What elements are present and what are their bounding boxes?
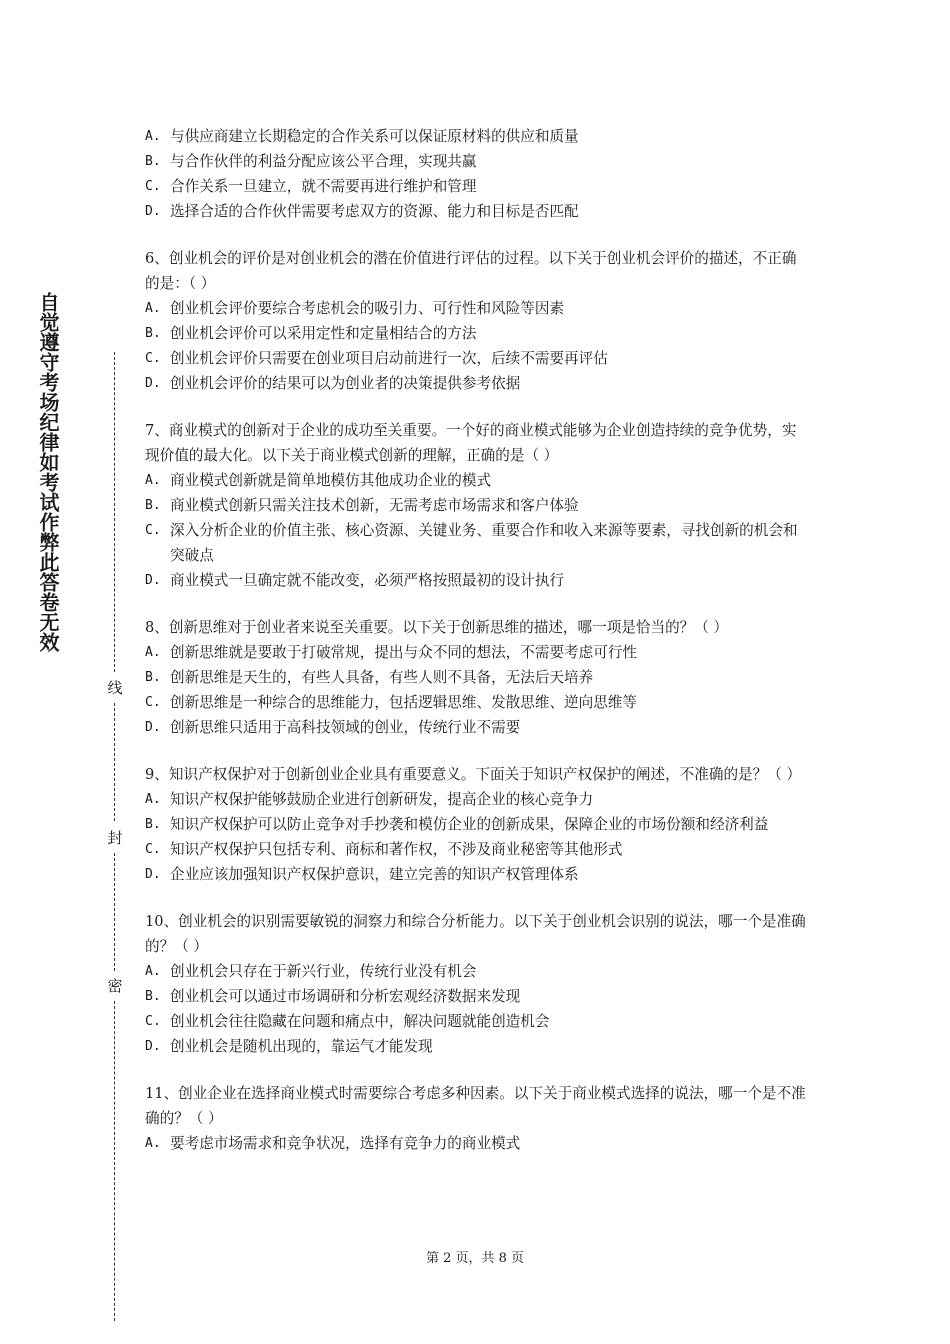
answer-option bbox=[145, 715, 810, 740]
answer-option bbox=[145, 174, 810, 199]
answer-option bbox=[145, 984, 810, 1009]
answer-option bbox=[145, 321, 810, 346]
option-text: 创新思维是一种综合的思维能力，包括逻辑思维、发散思维、逆向思维等 bbox=[170, 694, 638, 711]
option-text: 创业机会评价的结果可以为创业者的决策提供参考依据 bbox=[170, 375, 521, 392]
question-stem: 7、商业模式的创新对于企业的成功至关重要。一个好的商业模式能够为企业创造持续的竞争优势，实现价值的最大化。以下关于商业模式创新的理解，正确的是（ ） bbox=[145, 422, 797, 464]
option-letter: D. bbox=[145, 867, 161, 882]
answer-option bbox=[145, 493, 810, 518]
option-text: 与合作伙伴的利益分配应该公平合理，实现共赢 bbox=[170, 153, 477, 170]
option-text: 知识产权保护可以防止竞争对手抄袭和模仿企业的创新成果，保障企业的市场份额和经济利益 bbox=[170, 816, 769, 833]
option-text: 创新思维是天生的，有些人具备，有些人则不具备，无法后天培养 bbox=[170, 669, 594, 686]
question-list bbox=[145, 124, 810, 1178]
option-text: 创业机会往往隐藏在问题和痛点中，解决问题就能创造机会 bbox=[170, 1013, 550, 1030]
answer-option bbox=[145, 371, 810, 396]
answer-option bbox=[145, 518, 810, 568]
option-text: 创业机会可以通过市场调研和分析宏观经济数据来发现 bbox=[170, 988, 521, 1005]
answer-option bbox=[145, 1131, 810, 1156]
option-letter: A. bbox=[145, 473, 161, 488]
seal-label-secret: 密 bbox=[106, 974, 124, 998]
question-stem: 9、知识产权保护对于创新创业企业具有重要意义。下面关于知识产权保护的阐述，不准确的是？（ ） bbox=[145, 766, 802, 783]
option-letter: C. bbox=[145, 1014, 161, 1029]
option-text: 创业机会评价要综合考虑机会的吸引力、可行性和风险等因素 bbox=[170, 300, 565, 317]
option-letter: A. bbox=[145, 301, 161, 316]
answer-option bbox=[145, 862, 810, 887]
option-letter: C. bbox=[145, 695, 161, 710]
option-letter: A. bbox=[145, 645, 161, 660]
option-text: 要考虑市场需求和竞争状况，选择有竞争力的商业模式 bbox=[170, 1135, 521, 1152]
answer-option bbox=[145, 296, 810, 321]
answer-option bbox=[145, 568, 810, 593]
option-text: 创业机会评价只需要在创业项目启动前进行一次，后续不需要再评估 bbox=[170, 350, 608, 367]
question-block bbox=[145, 1081, 810, 1156]
option-letter: B. bbox=[145, 498, 161, 513]
option-text: 商业模式创新就是简单地模仿其他成功企业的模式 bbox=[170, 472, 492, 489]
exam-discipline-notice: 自觉遵守考场纪律如考试作弊此答卷无效 bbox=[36, 292, 60, 652]
page-footer: 第 2 页，共 8 页 bbox=[425, 1251, 525, 1266]
option-letter: B. bbox=[145, 989, 161, 1004]
question-block bbox=[145, 246, 810, 396]
question-block bbox=[145, 124, 810, 224]
option-text: 知识产权保护能够鼓励企业进行创新研发，提高企业的核心竞争力 bbox=[170, 791, 594, 808]
option-text: 创业机会评价可以采用定性和定量相结合的方法 bbox=[170, 325, 477, 342]
option-text: 创业机会是随机出现的，靠运气才能发现 bbox=[170, 1038, 433, 1055]
option-text: 与供应商建立长期稳定的合作关系可以保证原材料的供应和质量 bbox=[170, 128, 579, 145]
option-text: 企业应该加强知识产权保护意识，建立完善的知识产权管理体系 bbox=[170, 866, 579, 883]
question-block bbox=[145, 762, 810, 887]
option-letter: A. bbox=[145, 129, 161, 144]
answer-option bbox=[145, 1034, 810, 1059]
option-text: 商业模式创新只需关注技术创新，无需考虑市场需求和客户体验 bbox=[170, 497, 579, 514]
option-letter: C. bbox=[145, 523, 161, 538]
answer-option bbox=[145, 149, 810, 174]
option-letter: A. bbox=[145, 792, 161, 807]
binding-line-segment-4 bbox=[114, 1001, 115, 1321]
question-block bbox=[145, 418, 810, 593]
option-letter: D. bbox=[145, 573, 161, 588]
answer-option bbox=[145, 812, 810, 837]
question-stem: 10、创业机会的识别需要敏锐的洞察力和综合分析能力。以下关于创业机会识别的说法，哪一个是准确的？（ ） bbox=[145, 913, 806, 955]
option-text: 创新思维只适用于高科技领域的创业，传统行业不需要 bbox=[170, 719, 521, 736]
option-text: 创新思维就是要敢于打破常规，提出与众不同的想法，不需要考虑可行性 bbox=[170, 644, 638, 661]
option-letter: D. bbox=[145, 1039, 161, 1054]
option-letter: B. bbox=[145, 817, 161, 832]
answer-option bbox=[145, 665, 810, 690]
seal-label-seal: 封 bbox=[106, 826, 124, 850]
option-text: 深入分析企业的价值主张、核心资源、关键业务、重要合作和收入来源等要素，寻找创新的机会和突破点 bbox=[170, 522, 798, 564]
option-text: 知识产权保护只包括专利、商标和著作权，不涉及商业秘密等其他形式 bbox=[170, 841, 623, 858]
answer-option bbox=[145, 124, 810, 149]
option-text: 选择合适的合作伙伴需要考虑双方的资源、能力和目标是否匹配 bbox=[170, 203, 579, 220]
answer-option bbox=[145, 787, 810, 812]
answer-option bbox=[145, 640, 810, 665]
option-text: 合作关系一旦建立，就不需要再进行维护和管理 bbox=[170, 178, 477, 195]
question-block bbox=[145, 909, 810, 1059]
answer-option bbox=[145, 1009, 810, 1034]
question-stem: 6、创业机会的评价是对创业机会的潜在价值进行评估的过程。以下关于创业机会评价的描述，不正确的是：（ ） bbox=[145, 250, 797, 292]
option-letter: D. bbox=[145, 376, 161, 391]
option-letter: C. bbox=[145, 351, 161, 366]
option-letter: C. bbox=[145, 179, 161, 194]
answer-option bbox=[145, 837, 810, 862]
option-letter: B. bbox=[145, 670, 161, 685]
option-text: 创业机会只存在于新兴行业，传统行业没有机会 bbox=[170, 963, 477, 980]
option-letter: B. bbox=[145, 154, 161, 169]
question-stem: 8、创新思维对于创业者来说至关重要。以下关于创新思维的描述，哪一项是恰当的？（ ） bbox=[145, 619, 729, 636]
option-text: 商业模式一旦确定就不能改变，必须严格按照最初的设计执行 bbox=[170, 572, 565, 589]
answer-option bbox=[145, 959, 810, 984]
option-letter: C. bbox=[145, 842, 161, 857]
answer-option bbox=[145, 346, 810, 371]
option-letter: A. bbox=[145, 964, 161, 979]
seal-label-line: 线 bbox=[106, 676, 124, 700]
option-letter: B. bbox=[145, 326, 161, 341]
answer-option bbox=[145, 468, 810, 493]
option-letter: D. bbox=[145, 204, 161, 219]
question-block bbox=[145, 615, 810, 740]
binding-line-segment-1 bbox=[114, 352, 115, 672]
question-stem: 11、创业企业在选择商业模式时需要综合考虑多种因素。以下关于商业模式选择的说法，哪一个是不准确的？（ ） bbox=[145, 1085, 806, 1127]
answer-option bbox=[145, 690, 810, 715]
option-letter: A. bbox=[145, 1136, 161, 1151]
binding-line-segment-2 bbox=[114, 703, 115, 821]
answer-option bbox=[145, 199, 810, 224]
binding-line-segment-3 bbox=[114, 853, 115, 971]
option-letter: D. bbox=[145, 720, 161, 735]
